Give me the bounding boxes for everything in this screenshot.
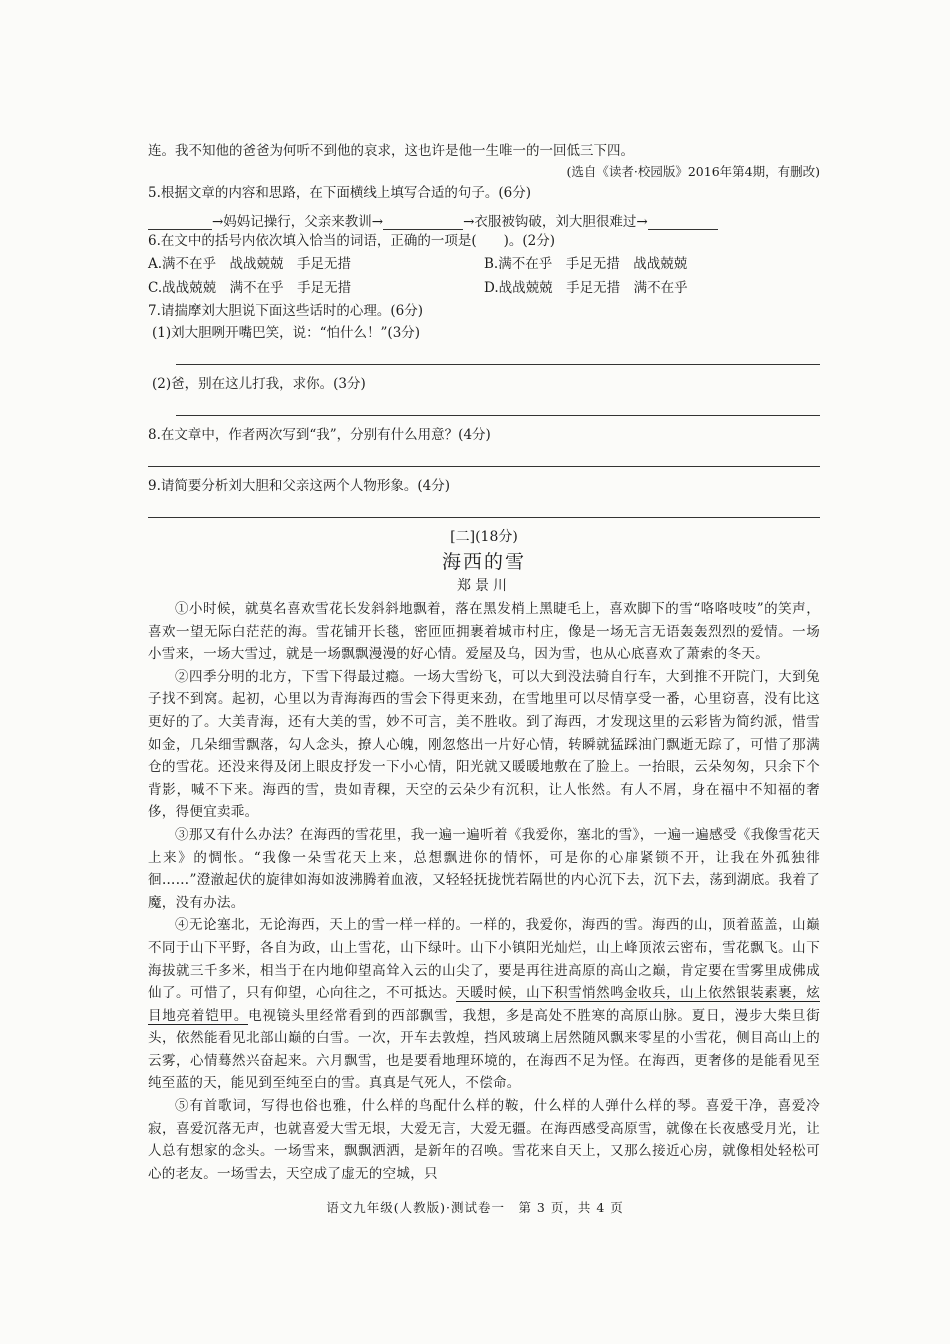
option-c[interactable]: C.战战兢兢 满不在乎 手足无措 [148,280,352,296]
essay-author: 郑景川 [457,578,511,594]
paragraph-1: ①小时候，就莫名喜欢雪花长发斜斜地飘着，落在黑发梢上黑睫毛上，喜欢脚下的雪“咯咯吱吱”的笑声，喜欢一望无际白茫茫的海。雪花铺开长毯，密匝匝拥裹着城市村庄，像是一场无言无语轰轰烈烈的爱情。一场小雪来，一场大雪过，就是一场飘飘漫漫的好心情。爱屋及乌，因为雪，也从心底喜欢了萧索的冬天。 [148,601,820,663]
answer-line-7-1[interactable] [176,346,820,365]
option-a[interactable]: A.满不在乎 战战兢兢 手足无措 [148,256,352,272]
paragraph-4-part-2: 电视镜头里经常看到的西部飘雪，我想，多是高处不胜寒的高原山脉。夏日，漫步大柴旦街头，依然能看见北部山巅的白雪。一次，开车去敦煌，挡风玻璃上居然随风飘来零星的小雪花，侧目高山上的云雾，心情蓦然兴奋起来。六月飘雪，也是要看地理环境的，在海西不足为怪。在海西，更奢侈的是能看见至纯至蓝的天，能见到至纯至白的雪。真真是气死人，不偿命。 [148,1007,821,1092]
answer-line-7-2[interactable] [176,397,820,416]
paragraph-5: ⑤有首歌词，写得也俗也雅，什么样的鸟配什么样的鞍，什么样的人弹什么样的琴。喜爱干净，喜爱冷寂，喜爱沉落无声，也就喜爱大雪无垠，大爱无言，大爱无疆。在海西感受高原雪，就像在长夜感受月光，让人总有想家的念头。一场雪来，飘飘洒洒，是新年的召唤。雪花来自天上，又那么接近心房，就像相处轻松可心的老友。一场雪去，天空成了虚无的空城，只 [148,1098,820,1182]
page-content [148,140,820,1185]
paragraph-2: ②四季分明的北方，下雪下得最过瘾。一场大雪纷飞，可以大到没法骑自行车，大到推不开院门，大到兔子找不到窝。起初，心里以为青海海西的雪会下得更来劲，在雪地里可以尽情享受一番，心里窃喜，没有比这更好的了。大美青海，还有大美的雪，妙不可言，美不胜收。到了海西，才发现这里的云彩皆为简约派，惜雪如金，几朵细雪飘落，勾人念头，撩人心魄，刚忽悠出一片好心情，转瞬就猛踩油门飘逝无踪了，可惜了那满仓的雪花。还没来得及闭上眼皮抒发一下小心情，阳光就又暖暖地敷在了脸上。一抬眼，云朵匆匆，只余下个背影，喊不下来。海西的雪，贵如青稞，天空的云朵少有沉积，让人怅然。有人不屑，身在福中不知福的奢侈，得便宜卖乖。 [148,668,820,821]
question-5-segment-2: →衣服被钩破，刘大胆很难过→ [463,214,648,230]
question-5: 5.根据文章的内容和思路，在下面横线上填写合适的句子。(6分) [148,185,532,201]
question-7: 7.请揣摩刘大胆说下面这些话时的心理。(6分) [148,303,424,319]
question-6: 6.在文中的括号内依次填入恰当的词语，正确的一项是( )。(2分) [148,233,556,249]
question-9: 9.请简要分析刘大胆和父亲这两个人物形象。(4分) [148,478,451,494]
question-6-options-row-2 [148,276,820,300]
underlined-sentence: 天暖时候，山下积雪悄然鸣金收兵，山上依然银装素裹，炫目地亮着铠甲。 [148,985,820,1024]
paragraph-4 [148,914,820,1095]
paragraph-3: ③那又有什么办法？在海西的雪花里，我一遍一遍听着《我爱你，塞北的雪》，一遍一遍感受《我像雪花天上来》的惆怅。“我像一朵雪花天上来，总想飘进你的情怀，可是你的心扉紧锁不开，让我在外孤独徘徊……”澄澈起伏的旋律如海如波沸腾着血液，又轻轻抚拢恍若隔世的内心沉下去，沉下去，荡到湖底。我着了魔，没有办法。 [148,826,820,911]
question-8: 8.在文章中，作者两次写到“我”，分别有什么用意？(4分) [148,427,491,443]
answer-blank-3[interactable] [648,213,718,230]
question-5-segment-1: →妈妈记操行，父亲来教训→ [212,214,384,230]
source-citation: (选自《读者·校园版》2016年第4期，有删改) [566,164,820,179]
essay-title: 海西的雪 [441,551,526,573]
question-6-options-row-1 [148,252,820,276]
page-footer: 语文九年级(人教版)·测试卷一 第 3 页，共 4 页 [326,1200,624,1215]
answer-blank-2[interactable] [383,213,463,230]
paragraph-4-part-1: ④无论塞北，无论海西，天上的雪一样一样的。一样的，我爱你，海西的雪。海西的山，顶着蓝盖，山巅不同于山下平野，各自为政，山上雪花，山下绿叶。山下小镇阳光灿烂，山上峰顶浓云密布，雪花飘飞。山下海拔就三千多米，相当于在内地仰望高耸入云的山尖了，要是再往进高原的高山之巅，肯定要在雪雾里成佛成仙了。可惜了，只有仰望，心向往之，不可抵达。 [148,917,820,1002]
option-d[interactable]: D.战战兢兢 手足无措 满不在乎 [484,280,688,296]
story-continuation: 连。我不知他的爸爸为何听不到他的哀求，这也许是他一生唯一的一回低三下四。 [148,143,634,159]
answer-blank-1[interactable] [148,213,212,230]
question-5-fill-row [148,204,820,230]
section-heading: [二](18分) [450,529,518,545]
answer-line-8[interactable] [148,448,820,467]
option-b[interactable]: B.满不在乎 手足无措 战战兢兢 [484,256,688,272]
answer-line-9[interactable] [148,499,820,518]
question-7-sub-1: (1)刘大胆咧开嘴巴笑，说：“怕什么！”(3分) [152,325,421,341]
question-7-sub-2: (2)爸，别在这儿打我，求你。(3分) [152,376,366,392]
